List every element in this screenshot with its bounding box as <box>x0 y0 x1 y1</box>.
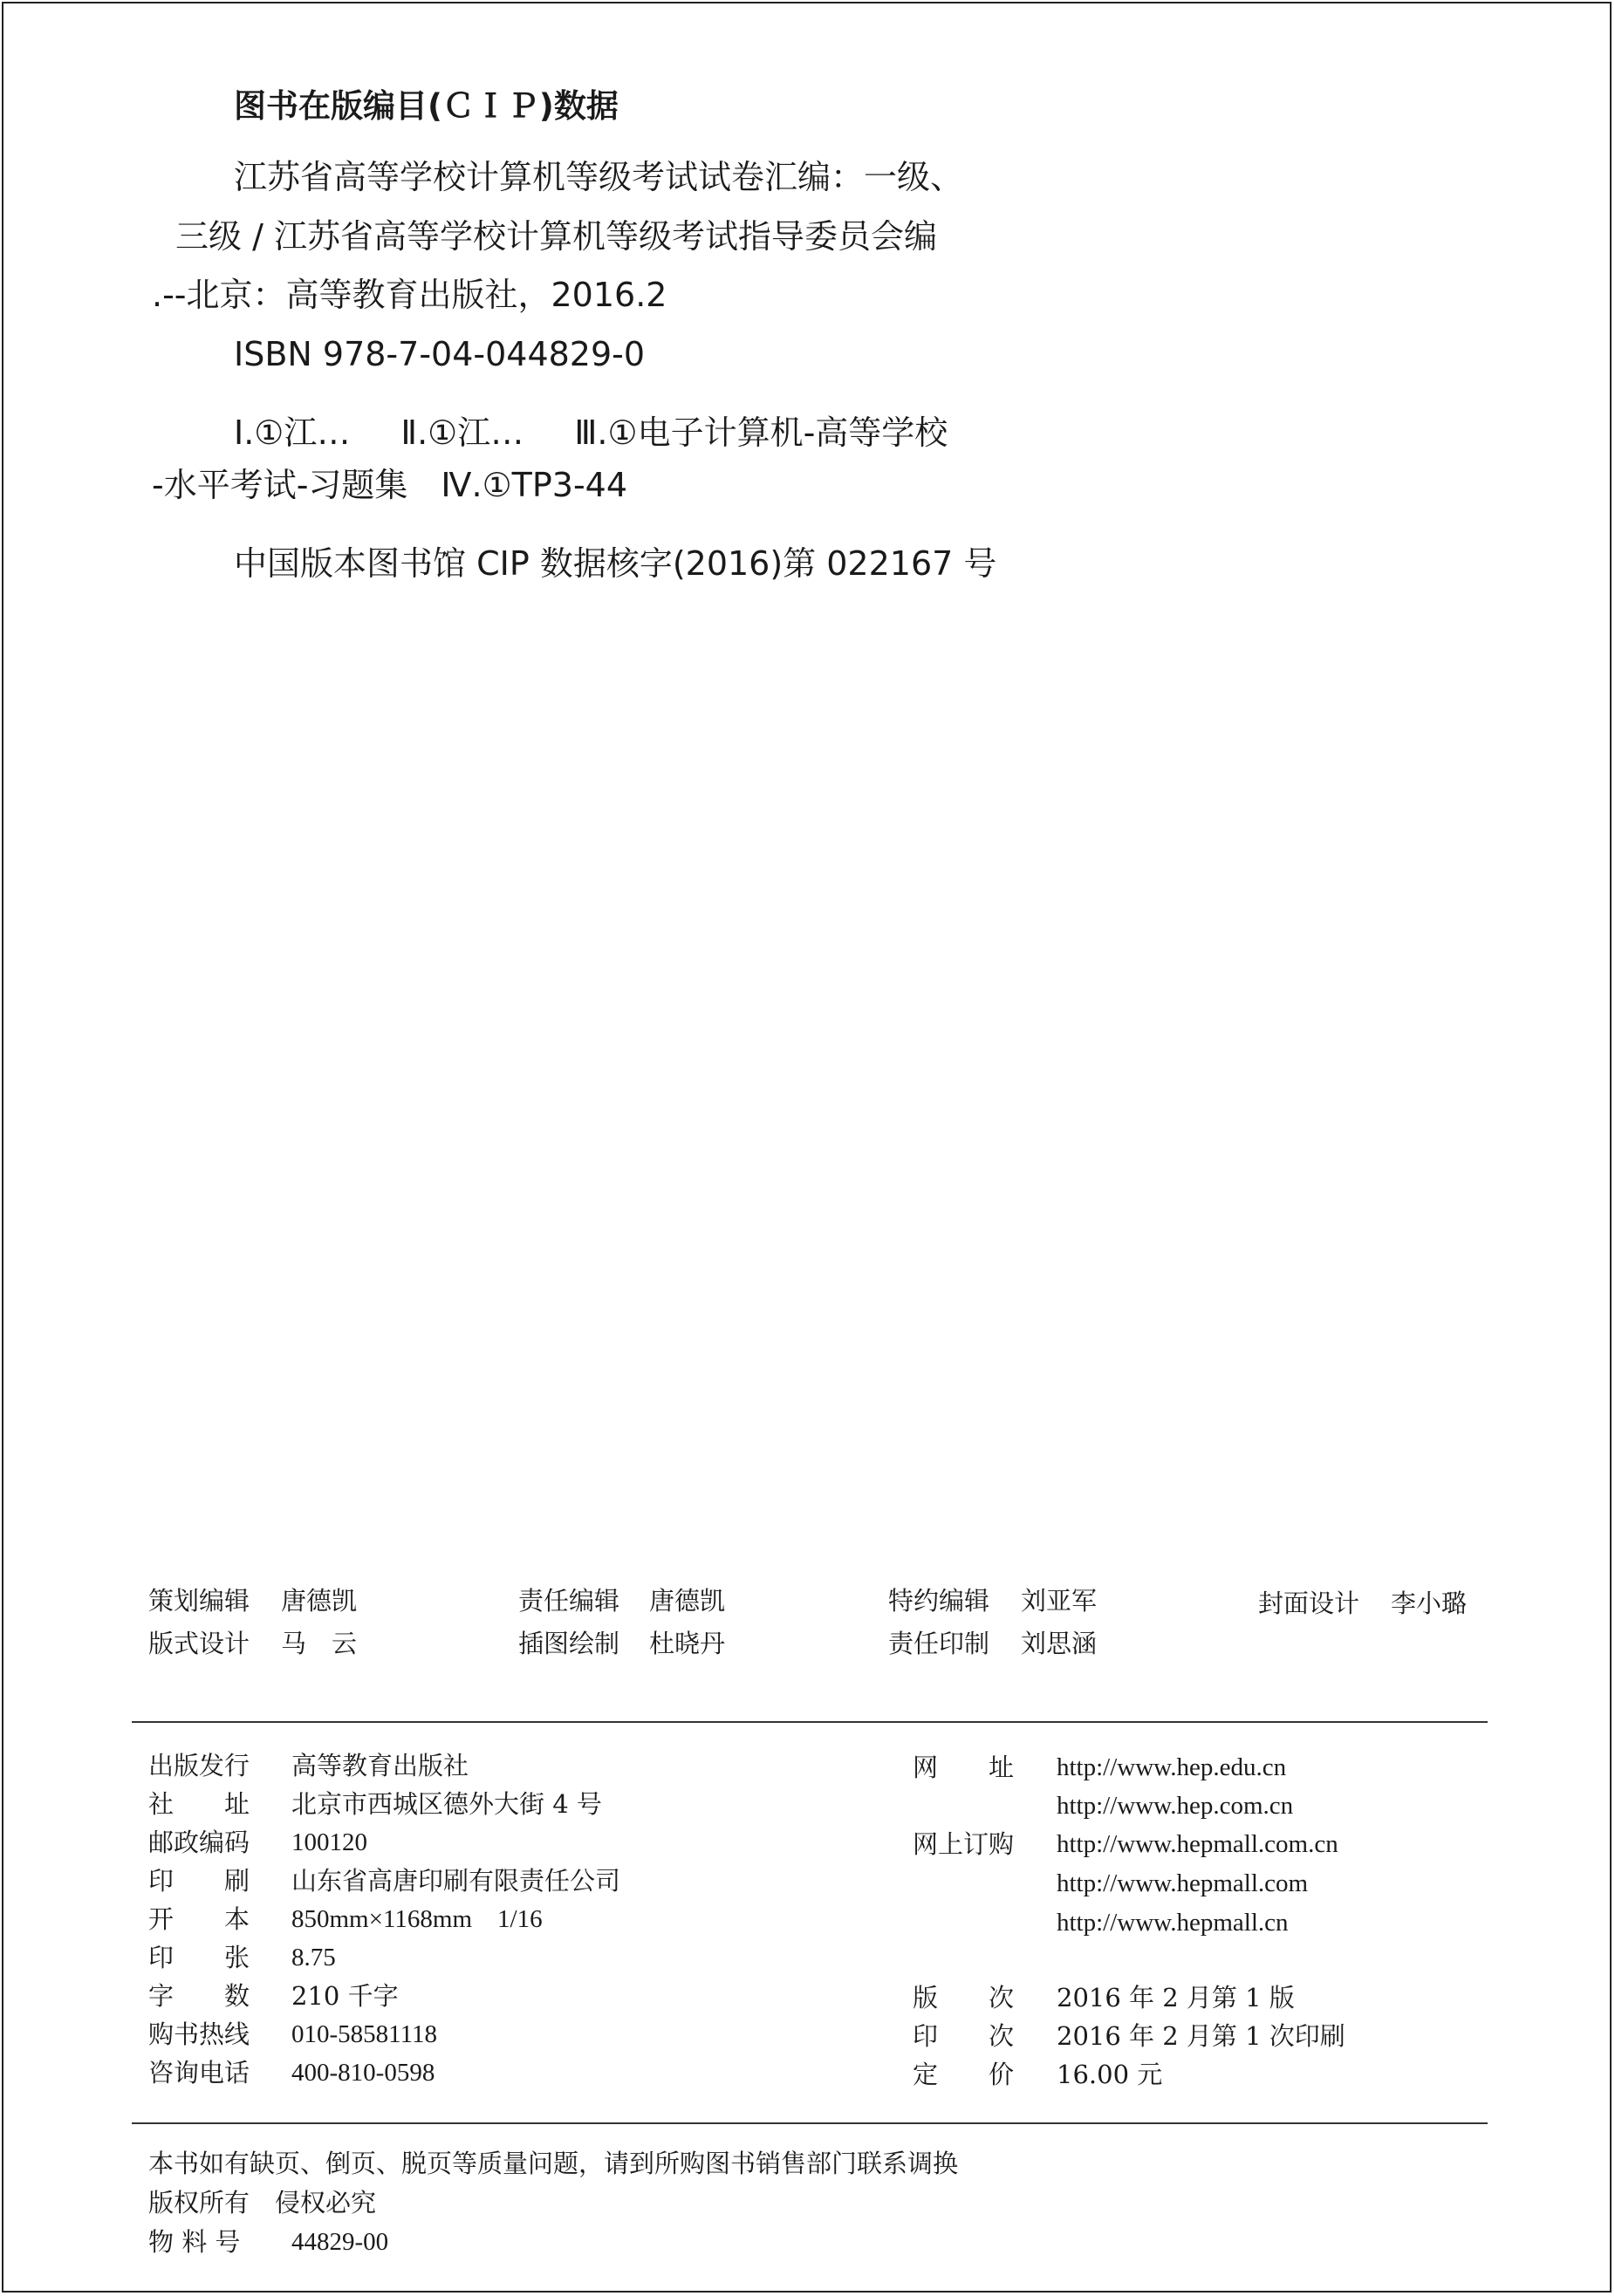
staff-item <box>148 1583 357 1618</box>
pub-value: 2016 年 2 月第 1 次印刷 <box>1057 2021 1345 2051</box>
pub-item <box>148 1787 602 1821</box>
staff-label: 插图绘制 <box>518 1629 620 1658</box>
staff-label: 封面设计 <box>1258 1589 1360 1618</box>
footer-material <box>148 2224 389 2259</box>
staff-value: 唐德凯 <box>281 1586 358 1616</box>
pub-label: 购书热线 <box>148 2019 250 2049</box>
pub-value: 850mm×1168mm 1/16 <box>291 1905 543 1933</box>
pub-item <box>148 1863 621 1898</box>
staff-label: 责任编辑 <box>518 1586 620 1616</box>
staff-item <box>888 1583 1097 1618</box>
divider-top <box>132 1721 1488 1723</box>
pub-value: 010-58581118 <box>291 2020 438 2048</box>
pub-item <box>148 1902 543 1937</box>
pub-web-label-site: 网 址 <box>913 1753 1015 1782</box>
staff-item <box>518 1626 725 1661</box>
cip-isbn: ISBN 978-7-04-044829-0 <box>234 335 646 373</box>
pub-value: 2016 年 2 月第 1 版 <box>1057 1983 1295 2012</box>
cip-line-2: 三级 / 江苏省高等学校计算机等级考试指导委员会编 <box>175 217 937 256</box>
cip-title: 图书在版编目(ＣＩＰ)数据 <box>234 87 619 125</box>
staff-item <box>1258 1586 1467 1621</box>
pub-label: 字 数 <box>148 1981 250 2011</box>
pub-value: 16.00 元 <box>1057 2060 1163 2089</box>
staff-label: 策划编辑 <box>148 1586 250 1616</box>
pub-item <box>148 2055 435 2090</box>
divider-bottom <box>132 2122 1488 2124</box>
pub-url[interactable]: http://www.hep.edu.cn <box>1057 1753 1287 1781</box>
pub-info-item <box>913 2057 1163 2092</box>
staff-value: 杜晓丹 <box>649 1629 726 1658</box>
material-label: 物 料 号 <box>148 2227 241 2257</box>
pub-value: 北京市西城区德外大街 4 号 <box>291 1789 602 1819</box>
pub-info-item <box>913 1980 1295 2015</box>
pub-item <box>148 1940 336 1975</box>
pub-value: 8.75 <box>291 1944 336 1971</box>
pub-label: 社 址 <box>148 1789 250 1819</box>
pub-label: 印 刷 <box>148 1866 250 1896</box>
staff-item <box>148 1626 357 1661</box>
staff-value: 唐德凯 <box>649 1586 726 1616</box>
staff-label: 特约编辑 <box>888 1586 990 1616</box>
pub-label: 邮政编码 <box>148 1828 250 1857</box>
pub-url[interactable]: http://www.hepmall.com <box>1057 1869 1309 1897</box>
staff-item <box>518 1583 725 1618</box>
staff-value: 刘亚军 <box>1021 1586 1098 1616</box>
pub-item <box>148 1748 469 1783</box>
pub-value: 210 千字 <box>291 1981 399 2011</box>
cip-subject-i: Ⅰ.①江… <box>234 413 351 452</box>
pub-label: 出版发行 <box>148 1751 250 1780</box>
cip-subject-line-1 <box>234 411 948 454</box>
cip-line-3: .--北京：高等教育出版社，2016.2 <box>152 276 667 314</box>
pub-url[interactable]: http://www.hepmall.cn <box>1057 1909 1289 1937</box>
pub-url[interactable]: http://www.hep.com.cn <box>1057 1792 1294 1820</box>
pub-label: 印 次 <box>913 2021 1015 2051</box>
staff-value: 马 云 <box>281 1629 358 1658</box>
footer-notice: 本书如有缺页、倒页、脱页等质量问题，请到所购图书销售部门联系调换 <box>148 2149 959 2178</box>
pub-item <box>148 2017 438 2052</box>
cip-subject-line-2: -水平考试-习题集 Ⅳ.①TP3-44 <box>152 466 628 504</box>
staff-value: 刘思涵 <box>1021 1629 1098 1658</box>
pub-label: 咨询电话 <box>148 2058 250 2088</box>
pub-label: 开 本 <box>148 1904 250 1934</box>
pub-web-label-order: 网上订购 <box>913 1829 1015 1859</box>
cip-subject-iii: Ⅲ.①电子计算机-高等学校 <box>574 413 948 452</box>
staff-label: 责任印制 <box>888 1629 990 1658</box>
pub-label: 定 价 <box>913 2060 1015 2089</box>
cip-subject-ii: Ⅱ.①江… <box>400 413 524 452</box>
pub-label: 印 张 <box>148 1943 250 1972</box>
cip-line-1: 江苏省高等学校计算机等级考试试卷汇编：一级、 <box>234 158 964 196</box>
staff-value: 李小璐 <box>1391 1589 1468 1618</box>
pub-value: 高等教育出版社 <box>291 1751 469 1780</box>
pub-item <box>148 1978 399 2013</box>
pub-value: 400-810-0598 <box>291 2059 435 2087</box>
pub-info-item <box>913 2019 1345 2053</box>
footer-copyright: 版权所有 侵权必究 <box>148 2188 377 2217</box>
pub-url[interactable]: http://www.hepmall.com.cn <box>1057 1830 1338 1858</box>
pub-value: 山东省高唐印刷有限责任公司 <box>291 1866 621 1896</box>
staff-label: 版式设计 <box>148 1629 250 1658</box>
staff-item <box>888 1626 1097 1661</box>
pub-value: 100120 <box>291 1828 367 1856</box>
pub-label: 版 次 <box>913 1983 1015 2012</box>
material-value: 44829-00 <box>291 2228 389 2256</box>
pub-item <box>148 1825 367 1860</box>
cip-check-number: 中国版本图书馆 CIP 数据核字(2016)第 022167 号 <box>234 544 997 583</box>
